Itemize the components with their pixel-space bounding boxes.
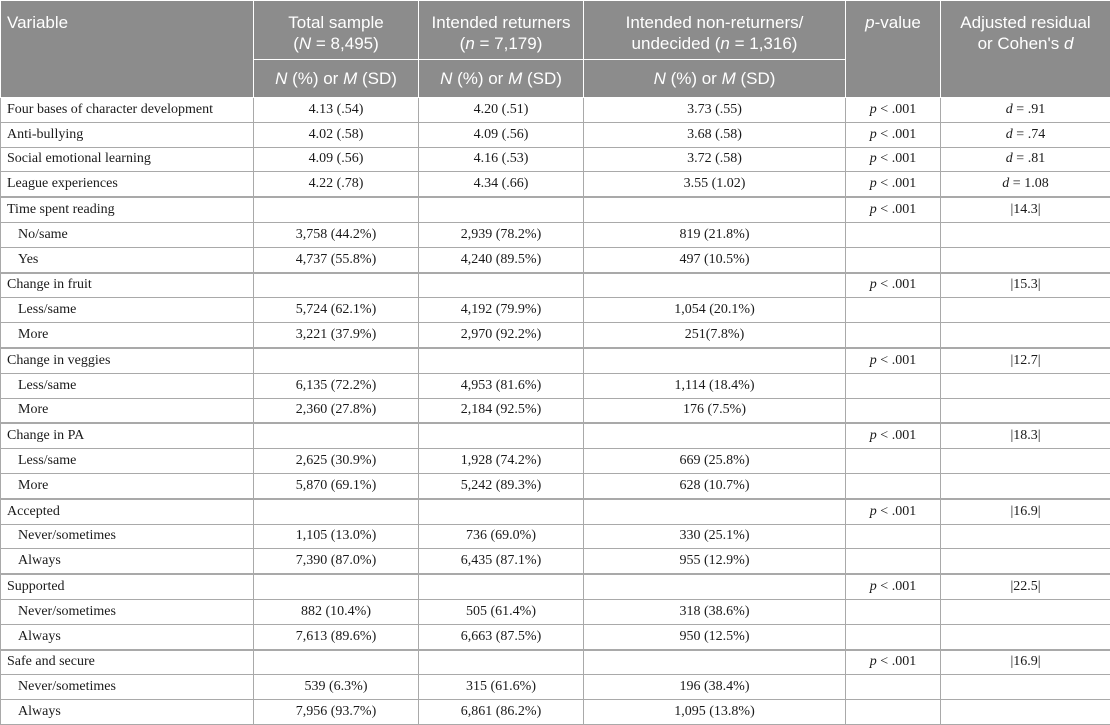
cell-p-value: p < .001 (846, 172, 941, 197)
table-row (1, 549, 1110, 574)
cell-returners: 4,192 (79.9%) (419, 298, 584, 323)
table-row (1, 98, 1110, 123)
cell-returners: 315 (61.6%) (419, 675, 584, 700)
cell-p-value (846, 449, 941, 474)
cell-p-value: p < .001 (846, 147, 941, 172)
table-row (1, 574, 1110, 599)
cell-p-value (846, 298, 941, 323)
cell-variable: Anti-bullying (1, 122, 254, 147)
cell-total: 4.13 (.54) (254, 98, 419, 123)
cell-adjusted (941, 473, 1110, 498)
cell-p-value (846, 700, 941, 725)
cell-non-returners: 176 (7.5%) (584, 398, 846, 423)
cell-variable: Always (1, 624, 254, 649)
cell-returners: 4.16 (.53) (419, 147, 584, 172)
header-p-value: p-value (846, 1, 941, 98)
cell-adjusted: |14.3| (941, 197, 1110, 222)
cell-adjusted (941, 373, 1110, 398)
cell-total: 1,105 (13.0%) (254, 524, 419, 549)
cell-adjusted: |15.3| (941, 273, 1110, 298)
cell-p-value (846, 323, 941, 348)
cell-total: 4.22 (.78) (254, 172, 419, 197)
cell-adjusted: |22.5| (941, 574, 1110, 599)
cell-adjusted: d = .74 (941, 122, 1110, 147)
cell-total: 7,613 (89.6%) (254, 624, 419, 649)
cell-non-returners: 669 (25.8%) (584, 449, 846, 474)
cell-returners: 736 (69.0%) (419, 524, 584, 549)
cell-returners (419, 423, 584, 448)
cell-non-returners: 1,114 (18.4%) (584, 373, 846, 398)
cell-total: 5,870 (69.1%) (254, 473, 419, 498)
subheader-non-returners: N (%) or M (SD) (584, 60, 846, 98)
cell-adjusted (941, 222, 1110, 247)
cell-returners: 6,861 (86.2%) (419, 700, 584, 725)
cell-p-value (846, 222, 941, 247)
table-row (1, 499, 1110, 524)
cell-total: 882 (10.4%) (254, 599, 419, 624)
cell-returners (419, 348, 584, 373)
cell-p-value: p < .001 (846, 499, 941, 524)
cell-returners: 505 (61.4%) (419, 599, 584, 624)
cell-total: 6,135 (72.2%) (254, 373, 419, 398)
table-row (1, 323, 1110, 348)
table-row (1, 348, 1110, 373)
cell-total: 539 (6.3%) (254, 675, 419, 700)
cell-adjusted (941, 599, 1110, 624)
table-row (1, 675, 1110, 700)
cell-returners: 5,242 (89.3%) (419, 473, 584, 498)
cell-variable: Less/same (1, 373, 254, 398)
cell-non-returners: 628 (10.7%) (584, 473, 846, 498)
cell-non-returners (584, 650, 846, 675)
cell-total: 4.09 (.56) (254, 147, 419, 172)
cell-returners (419, 499, 584, 524)
table-row (1, 122, 1110, 147)
cell-variable: Accepted (1, 499, 254, 524)
cell-total (254, 273, 419, 298)
cell-variable: Supported (1, 574, 254, 599)
table-row (1, 423, 1110, 448)
table-row (1, 373, 1110, 398)
cell-variable: Less/same (1, 298, 254, 323)
table-row (1, 524, 1110, 549)
cell-variable: League experiences (1, 172, 254, 197)
cell-variable: Change in veggies (1, 348, 254, 373)
cell-non-returners: 1,095 (13.8%) (584, 700, 846, 725)
cell-total: 4,737 (55.8%) (254, 247, 419, 272)
cell-adjusted (941, 624, 1110, 649)
cell-returners: 2,939 (78.2%) (419, 222, 584, 247)
cell-non-returners: 3.68 (.58) (584, 122, 846, 147)
cell-variable: Change in PA (1, 423, 254, 448)
cell-non-returners: 3.72 (.58) (584, 147, 846, 172)
cell-p-value: p < .001 (846, 574, 941, 599)
header-variable: Variable (1, 1, 254, 98)
cell-variable: More (1, 473, 254, 498)
cell-returners (419, 650, 584, 675)
cell-returners: 2,970 (92.2%) (419, 323, 584, 348)
table-row (1, 298, 1110, 323)
cell-variable: More (1, 323, 254, 348)
cell-p-value: p < .001 (846, 650, 941, 675)
cell-p-value (846, 247, 941, 272)
cell-adjusted (941, 700, 1110, 725)
cell-adjusted: d = 1.08 (941, 172, 1110, 197)
cell-adjusted (941, 323, 1110, 348)
cell-total (254, 650, 419, 675)
cell-p-value (846, 624, 941, 649)
cell-variable: Never/sometimes (1, 524, 254, 549)
cell-p-value (846, 473, 941, 498)
cell-non-returners: 3.55 (1.02) (584, 172, 846, 197)
cell-p-value (846, 599, 941, 624)
cell-non-returners (584, 574, 846, 599)
cell-non-returners (584, 423, 846, 448)
table-body (1, 98, 1110, 725)
cell-total (254, 574, 419, 599)
cell-p-value: p < .001 (846, 273, 941, 298)
cell-total: 5,724 (62.1%) (254, 298, 419, 323)
cell-returners (419, 197, 584, 222)
cell-variable: Change in fruit (1, 273, 254, 298)
table-row (1, 700, 1110, 725)
cell-total: 3,758 (44.2%) (254, 222, 419, 247)
cell-returners: 6,663 (87.5%) (419, 624, 584, 649)
cell-non-returners: 1,054 (20.1%) (584, 298, 846, 323)
cell-variable: Never/sometimes (1, 599, 254, 624)
cell-variable: Yes (1, 247, 254, 272)
cell-non-returners: 3.73 (.55) (584, 98, 846, 123)
cell-non-returners: 330 (25.1%) (584, 524, 846, 549)
cell-p-value (846, 398, 941, 423)
cell-adjusted: |12.7| (941, 348, 1110, 373)
table-row (1, 398, 1110, 423)
cell-non-returners: 497 (10.5%) (584, 247, 846, 272)
cell-p-value (846, 549, 941, 574)
header-total-sample: Total sample (N = 8,495) (254, 1, 419, 60)
cell-returners: 4,953 (81.6%) (419, 373, 584, 398)
cell-variable: Safe and secure (1, 650, 254, 675)
cell-adjusted (941, 449, 1110, 474)
table-row (1, 273, 1110, 298)
cell-returners: 1,928 (74.2%) (419, 449, 584, 474)
cell-non-returners: 318 (38.6%) (584, 599, 846, 624)
table-row (1, 147, 1110, 172)
cell-p-value (846, 675, 941, 700)
cell-variable: Social emotional learning (1, 147, 254, 172)
cell-total (254, 348, 419, 373)
cell-returners: 2,184 (92.5%) (419, 398, 584, 423)
cell-variable: Always (1, 700, 254, 725)
cell-non-returners: 950 (12.5%) (584, 624, 846, 649)
header-intended-non-returners: Intended non-returners/ undecided (n = 1,316) (584, 1, 846, 60)
cell-total (254, 197, 419, 222)
cell-returners: 4.09 (.56) (419, 122, 584, 147)
cell-total: 7,390 (87.0%) (254, 549, 419, 574)
header-row (1, 1, 1110, 60)
cell-total: 2,625 (30.9%) (254, 449, 419, 474)
table-row (1, 197, 1110, 222)
cell-non-returners (584, 499, 846, 524)
table-row (1, 449, 1110, 474)
cell-returners: 4.20 (.51) (419, 98, 584, 123)
table-row (1, 222, 1110, 247)
cell-returners: 4,240 (89.5%) (419, 247, 584, 272)
cell-non-returners (584, 197, 846, 222)
cell-adjusted (941, 524, 1110, 549)
cell-total (254, 423, 419, 448)
header-intended-returners: Intended returners (n = 7,179) (419, 1, 584, 60)
cell-p-value: p < .001 (846, 98, 941, 123)
cell-adjusted: |16.9| (941, 499, 1110, 524)
table-row (1, 624, 1110, 649)
cell-p-value: p < .001 (846, 197, 941, 222)
table-row (1, 599, 1110, 624)
cell-adjusted (941, 298, 1110, 323)
cell-adjusted: d = .91 (941, 98, 1110, 123)
cell-total: 7,956 (93.7%) (254, 700, 419, 725)
cell-variable: Always (1, 549, 254, 574)
header-adjusted-residual: Adjusted residual or Cohen's d (941, 1, 1110, 98)
cell-non-returners: 196 (38.4%) (584, 675, 846, 700)
cell-variable: Four bases of character development (1, 98, 254, 123)
table-row (1, 172, 1110, 197)
subheader-total: N (%) or M (SD) (254, 60, 419, 98)
cell-variable: More (1, 398, 254, 423)
cell-p-value: p < .001 (846, 423, 941, 448)
cell-variable: No/same (1, 222, 254, 247)
cell-adjusted (941, 675, 1110, 700)
cell-p-value (846, 524, 941, 549)
cell-adjusted (941, 549, 1110, 574)
cell-adjusted: |18.3| (941, 423, 1110, 448)
table-row (1, 473, 1110, 498)
cell-returners: 4.34 (.66) (419, 172, 584, 197)
cell-returners (419, 574, 584, 599)
cell-adjusted (941, 398, 1110, 423)
cell-p-value (846, 373, 941, 398)
cell-returners: 6,435 (87.1%) (419, 549, 584, 574)
cell-total: 3,221 (37.9%) (254, 323, 419, 348)
cell-non-returners: 955 (12.9%) (584, 549, 846, 574)
cell-p-value: p < .001 (846, 348, 941, 373)
cell-adjusted (941, 247, 1110, 272)
cell-total: 4.02 (.58) (254, 122, 419, 147)
cell-p-value: p < .001 (846, 122, 941, 147)
cell-returners (419, 273, 584, 298)
cell-adjusted: |16.9| (941, 650, 1110, 675)
cell-variable: Time spent reading (1, 197, 254, 222)
cell-non-returners: 251(7.8%) (584, 323, 846, 348)
table-row (1, 650, 1110, 675)
cell-total: 2,360 (27.8%) (254, 398, 419, 423)
table-row (1, 247, 1110, 272)
cell-non-returners: 819 (21.8%) (584, 222, 846, 247)
cell-non-returners (584, 273, 846, 298)
cell-non-returners (584, 348, 846, 373)
cell-adjusted: d = .81 (941, 147, 1110, 172)
subheader-returners: N (%) or M (SD) (419, 60, 584, 98)
cell-variable: Never/sometimes (1, 675, 254, 700)
cell-variable: Less/same (1, 449, 254, 474)
cell-total (254, 499, 419, 524)
